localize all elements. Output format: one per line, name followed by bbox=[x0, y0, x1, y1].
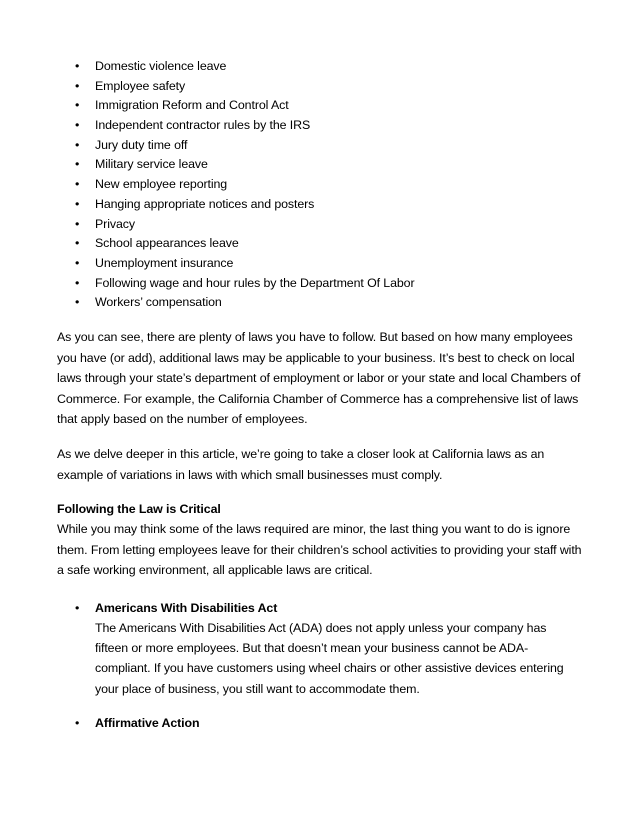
bullet-icon: • bbox=[75, 216, 80, 231]
laws-bullet-list bbox=[75, 57, 595, 313]
list-item: • Military service leave bbox=[75, 155, 595, 175]
paragraph-laws-overview: As you can see, there are plenty of laws you have to follow. But based on how many employees you have (or add), additional laws may be applicable to your business. It’s best to check on local laws through your state’s department of employment or labor or your state and local Chambers of Commerce. For example, the California Chamber of Commerce has a comprehensive list of laws that apply based on the number of employees. bbox=[57, 330, 581, 427]
ada-body: The Americans With Disabilities Act (ADA) does not apply unless your company has fifteen or more employees. But that doesn’t mean your business cannot be ADA-compliant. If you have customers using wheel chairs or other assistive devices entering your place of business, you still want to accommodate them. bbox=[95, 621, 564, 696]
bullet-icon: • bbox=[75, 236, 80, 251]
bullet-icon: • bbox=[75, 295, 80, 310]
bullet-icon: • bbox=[75, 716, 80, 730]
list-item: • Workers’ compensation bbox=[75, 293, 595, 313]
section-heading: Following the Law is Critical bbox=[57, 502, 221, 516]
bullet-icon: • bbox=[75, 59, 80, 73]
list-item: • Employee safety bbox=[75, 77, 595, 97]
list-item: • Hanging appropriate notices and posters bbox=[75, 195, 595, 215]
bullet-icon: • bbox=[75, 601, 80, 615]
affirmative-action-title: Affirmative Action bbox=[95, 716, 200, 730]
list-item: • Independent contractor rules by the IRS bbox=[75, 116, 595, 136]
list-item: • Privacy bbox=[75, 215, 595, 235]
ada-title: Americans With Disabilities Act bbox=[95, 601, 278, 615]
list-item: • Immigration Reform and Control Act bbox=[75, 96, 595, 116]
bullet-icon: • bbox=[75, 177, 80, 192]
bullet-icon: • bbox=[75, 255, 80, 270]
bullet-icon: • bbox=[75, 98, 80, 113]
paragraph-law-critical: While you may think some of the laws required are minor, the last thing you want to do is ignore them. From letting employees leave for their children’s school activities to providing your staff with a safe working environment, all applicable laws are critical. bbox=[57, 522, 582, 578]
list-item: • Domestic violence leave bbox=[75, 57, 595, 77]
bullet-icon: • bbox=[75, 137, 80, 152]
list-item: • New employee reporting bbox=[75, 175, 595, 195]
list-item: • Unemployment insurance bbox=[75, 254, 595, 274]
list-item: • Following wage and hour rules by the Department Of Labor bbox=[75, 274, 595, 294]
bullet-icon: • bbox=[75, 196, 80, 211]
bullet-icon: • bbox=[75, 157, 80, 172]
list-item: • School appearances leave bbox=[75, 234, 595, 254]
bullet-icon: • bbox=[75, 275, 80, 290]
list-item: • Jury duty time off bbox=[75, 136, 595, 156]
paragraph-california-intro: As we delve deeper in this article, we’re going to take a closer look at California laws as an example of variations in laws with which small businesses must comply. bbox=[57, 447, 545, 482]
bullet-icon: • bbox=[75, 78, 80, 93]
bullet-icon: • bbox=[75, 118, 80, 133]
